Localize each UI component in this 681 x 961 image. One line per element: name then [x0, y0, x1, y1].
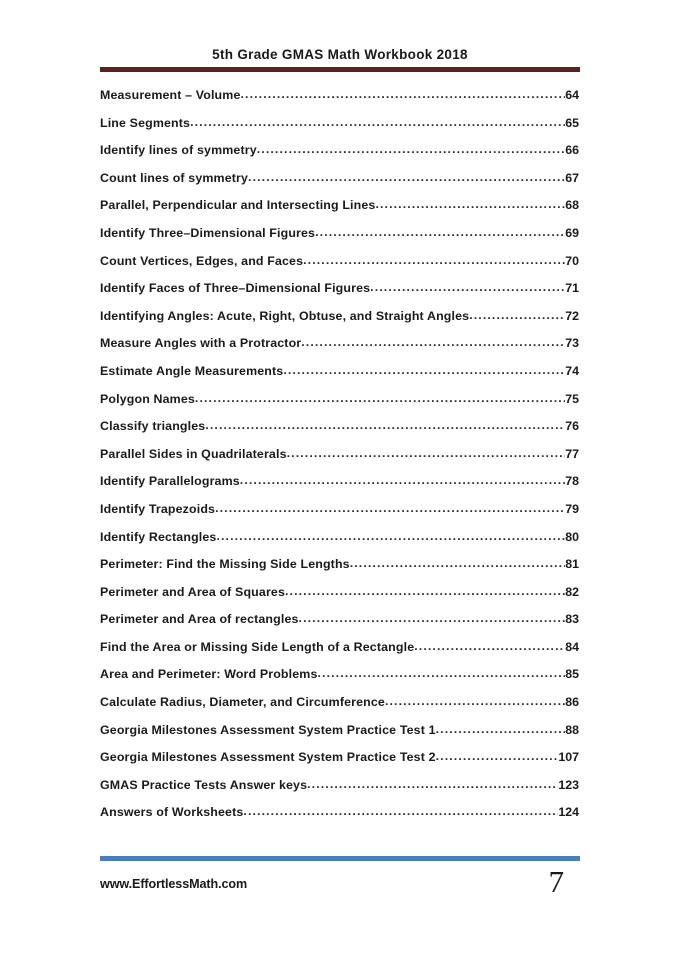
toc-dot-leader	[205, 419, 565, 431]
toc-dot-leader	[257, 143, 565, 155]
page-title: 5th Grade GMAS Math Workbook 2018	[212, 47, 468, 62]
toc-dot-leader	[370, 281, 565, 293]
toc-dot-leader	[315, 226, 565, 238]
toc-entry[interactable]	[100, 723, 579, 751]
toc-dot-leader	[350, 557, 565, 569]
toc-entry-page-number: 85	[565, 667, 579, 682]
toc-entry[interactable]	[100, 309, 579, 337]
toc-dot-leader	[241, 88, 566, 100]
toc-dot-leader	[414, 640, 565, 652]
toc-entry-title: Georgia Milestones Assessment System Practice Test 2	[100, 750, 436, 765]
toc-entry[interactable]	[100, 612, 579, 640]
toc-entry[interactable]	[100, 695, 579, 723]
toc-entry-page-number: 65	[565, 115, 579, 130]
toc-entry[interactable]	[100, 392, 579, 420]
toc-entry-title: Perimeter: Find the Missing Side Lengths	[100, 557, 350, 572]
toc-entry-page-number: 124	[558, 805, 579, 820]
toc-entry[interactable]	[100, 336, 579, 364]
toc-dot-leader	[283, 364, 565, 376]
toc-entry-title: Identifying Angles: Acute, Right, Obtuse, and Straight Angles	[100, 308, 470, 323]
toc-entry-page-number: 86	[565, 695, 579, 710]
footer-divider	[100, 856, 580, 861]
toc-entry-page-number: 74	[565, 363, 579, 378]
toc-entry-title: Perimeter and Area of Squares	[100, 584, 285, 599]
page-header	[100, 47, 580, 72]
toc-entry-page-number: 70	[565, 253, 579, 268]
toc-dot-leader	[195, 392, 565, 404]
toc-entry-page-number: 75	[565, 391, 579, 406]
toc-entry[interactable]	[100, 585, 579, 613]
toc-entry-page-number: 84	[565, 639, 579, 654]
toc-entry-title: Identify Rectangles	[100, 529, 217, 544]
toc-entry-page-number: 71	[565, 281, 579, 296]
toc-dot-leader	[285, 585, 565, 597]
toc-entry-title: Identify Three–Dimensional Figures	[100, 225, 316, 240]
toc-entry-title: Polygon Names	[100, 391, 195, 406]
footer-content	[100, 864, 580, 912]
toc-entry[interactable]	[100, 419, 579, 447]
toc-entry[interactable]	[100, 474, 579, 502]
toc-dot-leader	[215, 502, 565, 514]
toc-entry[interactable]	[100, 226, 579, 254]
toc-entry-title: Find the Area or Missing Side Length of a Rectangle	[100, 639, 415, 654]
toc-entry-page-number: 73	[565, 336, 579, 351]
toc-entry-page-number: 78	[565, 474, 579, 489]
toc-entry-title: Estimate Angle Measurements	[100, 363, 284, 378]
toc-dot-leader	[436, 750, 559, 762]
toc-entry[interactable]	[100, 502, 579, 530]
toc-entry-title: Classify triangles	[100, 419, 206, 434]
website-url[interactable]: www.EffortlessMath.com	[100, 877, 248, 891]
toc-entry-page-number: 76	[565, 419, 579, 434]
toc-entry-title: Parallel Sides in Quadrilaterals	[100, 446, 287, 461]
toc-entry-title: Calculate Radius, Diameter, and Circumference	[100, 695, 385, 710]
toc-entry[interactable]	[100, 750, 579, 778]
toc-dot-leader	[240, 474, 565, 486]
toc-entry-title: Identify Faces of Three–Dimensional Figures	[100, 281, 371, 296]
toc-dot-leader	[190, 116, 565, 128]
toc-dot-leader	[287, 447, 565, 459]
toc-entry-page-number: 107	[558, 750, 579, 765]
toc-entry-page-number: 66	[565, 143, 579, 158]
toc-entry-page-number: 77	[565, 446, 579, 461]
toc-entry-title: Line Segments	[100, 115, 191, 130]
toc-entry[interactable]	[100, 530, 579, 558]
toc-entry[interactable]	[100, 778, 579, 806]
toc-entry[interactable]	[100, 116, 579, 144]
toc-dot-leader	[318, 667, 566, 679]
toc-entry-title: GMAS Practice Tests Answer keys	[100, 777, 308, 792]
toc-entry-page-number: 64	[565, 88, 579, 102]
toc-entry-title: Measurement – Volume	[100, 88, 241, 102]
toc-entry[interactable]	[100, 254, 579, 282]
toc-entry[interactable]	[100, 640, 579, 668]
toc-entry-title: Measure Angles with a Protractor	[100, 336, 302, 351]
header-divider	[100, 67, 580, 72]
toc-entry-page-number: 69	[565, 225, 579, 240]
toc-entry-page-number: 81	[565, 557, 579, 572]
toc-dot-leader	[243, 805, 558, 817]
table-of-contents	[100, 88, 579, 833]
page-footer	[100, 856, 580, 912]
toc-dot-leader	[375, 198, 565, 210]
toc-entry[interactable]	[100, 805, 579, 833]
toc-dot-leader	[307, 778, 558, 790]
toc-entry-page-number: 80	[565, 529, 579, 544]
toc-entry-title: Parallel, Perpendicular and Intersecting Lines	[100, 198, 376, 213]
toc-entry[interactable]	[100, 557, 579, 585]
toc-dot-leader	[303, 254, 565, 266]
toc-dot-leader	[385, 695, 565, 707]
toc-entry[interactable]	[100, 364, 579, 392]
toc-entry-page-number: 82	[565, 584, 579, 599]
toc-entry[interactable]	[100, 171, 579, 199]
toc-entry[interactable]	[100, 143, 579, 171]
toc-entry[interactable]	[100, 281, 579, 309]
page-number: 7	[548, 864, 564, 899]
toc-dot-leader	[299, 612, 565, 624]
toc-dot-leader	[436, 723, 565, 735]
toc-entry-page-number: 72	[565, 308, 579, 323]
toc-entry-title: Identify Parallelograms	[100, 474, 240, 489]
toc-entry-title: Count lines of symmetry	[100, 170, 249, 185]
toc-entry-title: Area and Perimeter: Word Problems	[100, 667, 318, 682]
toc-entry-page-number: 67	[565, 170, 579, 185]
toc-entry[interactable]	[100, 198, 579, 226]
toc-entry[interactable]	[100, 88, 579, 116]
toc-dot-leader	[469, 309, 565, 321]
toc-entry-title: Answers of Worksheets	[100, 805, 244, 820]
toc-entry-title: Identify lines of symmetry	[100, 143, 257, 158]
toc-entry[interactable]	[100, 667, 579, 695]
toc-entry-page-number: 83	[565, 612, 579, 627]
toc-entry-page-number: 88	[565, 722, 579, 737]
toc-entry-title: Identify Trapezoids	[100, 501, 216, 516]
toc-entry-page-number: 79	[565, 501, 579, 516]
toc-dot-leader	[248, 171, 565, 183]
toc-entry-title: Count Vertices, Edges, and Faces	[100, 253, 304, 268]
toc-entry-title: Georgia Milestones Assessment System Practice Test 1	[100, 722, 436, 737]
toc-entry-page-number: 68	[565, 198, 579, 213]
toc-entry-page-number: 123	[558, 777, 579, 792]
toc-dot-leader	[216, 530, 565, 542]
toc-entry[interactable]	[100, 447, 579, 475]
toc-entry-title: Perimeter and Area of rectangles	[100, 612, 299, 627]
toc-dot-leader	[301, 336, 565, 348]
